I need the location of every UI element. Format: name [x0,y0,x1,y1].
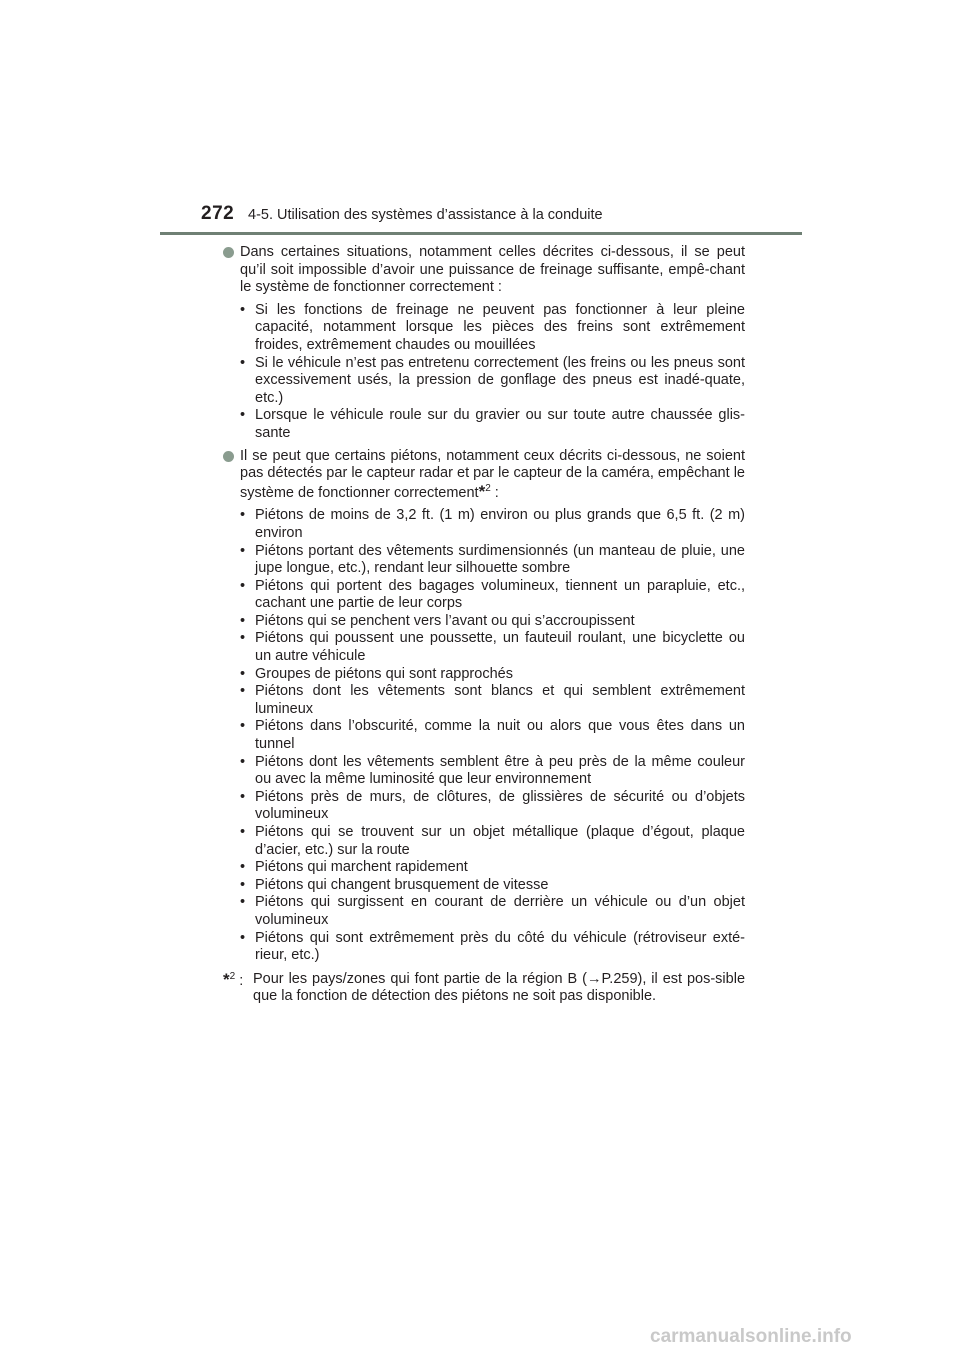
section-title: 4-5. Utilisation des systèmes d’assistance à la conduite [248,207,603,223]
footnote-text-before: Pour les pays/zones qui font partie de la région B ( [253,970,587,987]
bullet-dot-icon [223,451,234,462]
list-item: • Piétons qui se penchent vers l’avant ou qui s’accroupissent [240,612,635,629]
list-item: • Groupes de piétons qui sont rapprochés [240,665,513,682]
list-item: • Piétons qui poussent une poussette, un fauteuil roulant, une bicyclette ou un autre véhicule [240,630,745,665]
list-item: • Piétons qui sont extrêmement près du côté du véhicule (rétroviseur exté-rieur, etc.) [240,929,745,964]
bullet-icon: • [240,354,246,371]
list-item: • Piétons qui se trouvent sur un objet métallique (plaque d’égout, plaque d’acier, etc.) sur la route [240,824,745,858]
paragraph-pedestrians: Il se peut que certains piétons, notamment ceux décrits ci-dessous, ne soient pas détectés par le capteur radar et par le capteur de la caméra, empêchant le système de fonctionner correctement*$^2$ : [223,448,745,503]
bullet-icon: • [240,577,246,594]
footnote-page-reference[interactable]: P.259), il est pos-sible que la fonction de détection des piétons ne soit pas disponible. [253,970,746,1005]
paragraph-braking [223,244,745,297]
bullet-icon: • [240,824,246,840]
list-item: • Piétons portant des vêtements surdimensionnés (un manteau de pluie, une jupe longue, etc.), rendant leur silhouette sombre [240,542,745,577]
list-item: • Si les fonctions de freinage ne peuvent pas fonctionner à leur pleine capacité, notamment lorsque les pièces des freins sont extrêmement froides, extrêmement chaudes ou mouillées [240,301,745,353]
bullet-dot-icon [223,247,234,258]
bullet-icon: • [240,301,246,318]
bullet-icon: • [240,894,246,911]
bullet-icon: • [240,612,246,629]
list-item: • Piétons près de murs, de clôtures, de glissières de sécurité ou d’objets volumineux [240,788,745,823]
footnote-marker: *$^2$ : [223,969,244,989]
bullet-icon: • [240,788,246,805]
arrow-right-icon: → [586,970,602,987]
braking-conditions-list [223,302,745,443]
list-item: • Piétons dont les vêtements sont blancs et qui semblent extrêmement lumineux [240,683,745,717]
bullet-icon: • [240,630,246,647]
bullet-icon: • [240,718,246,735]
bullet-icon: • [240,407,246,424]
list-item: • Piétons qui portent des bagages volumineux, tiennent un parapluie, etc., cachant une partie de leur corps [240,577,745,612]
list-item: • Si le véhicule n’est pas entretenu correctement (les freins ou les pneus sont excessivement usés, la pression de gonflage des pneus est inadé-quate, etc.) [240,354,745,406]
bullet-icon: • [240,507,246,524]
footnote-reference-number: 2 [485,482,491,494]
footnote-reference-star: * [478,481,486,501]
list-item: • Piétons dont les vêtements semblent être à peu près de la même couleur ou avec la même luminosité que leur environnement [240,753,745,788]
bullet-icon: • [240,929,246,946]
list-item: • Piétons qui marchent rapidement [240,859,468,876]
bullet-icon: • [240,876,246,893]
watermark: carmanualsonline.info [650,1326,852,1347]
page-number: 272 [201,203,235,224]
list-item: • Lorsque le véhicule roule sur du gravier ou sur toute autre chaussée glis-sante [240,407,745,441]
list-item: • Piétons de moins de 3,2 ft. (1 m) environ ou plus grands que 6,5 ft. (2 m) environ [240,507,745,541]
pedestrian-list [223,507,745,964]
list-item: • Piétons qui surgissent en courant de derrière un véhicule ou d’un objet volumineux [240,894,745,928]
paragraph-text: Dans certaines situations, notamment celles décrites ci-dessous, il se peut qu’il soit impossible d’avoir une puissance de freinage suffisante, empê-chant le système de fonctionner correctement : [240,244,745,296]
paragraph-text: Il se peut que certains piétons, notamment ceux décrits ci-dessous, ne soient pas détectés par le capteur radar et par le capteur de la caméra, empêchant le système de fonctionner correctement [240,447,745,501]
footnote [223,971,745,1006]
header-rule [160,232,802,235]
bullet-icon: • [240,542,246,559]
list-item: • Piétons dans l’obscurité, comme la nuit ou alors que vous êtes dans un tunnel [240,718,745,753]
bullet-icon: • [240,665,246,682]
bullet-icon: • [240,753,246,770]
bullet-icon: • [240,859,246,876]
list-item: • Piétons qui changent brusquement de vitesse [240,876,549,893]
bullet-icon: • [240,683,246,700]
page-content [223,244,745,1006]
